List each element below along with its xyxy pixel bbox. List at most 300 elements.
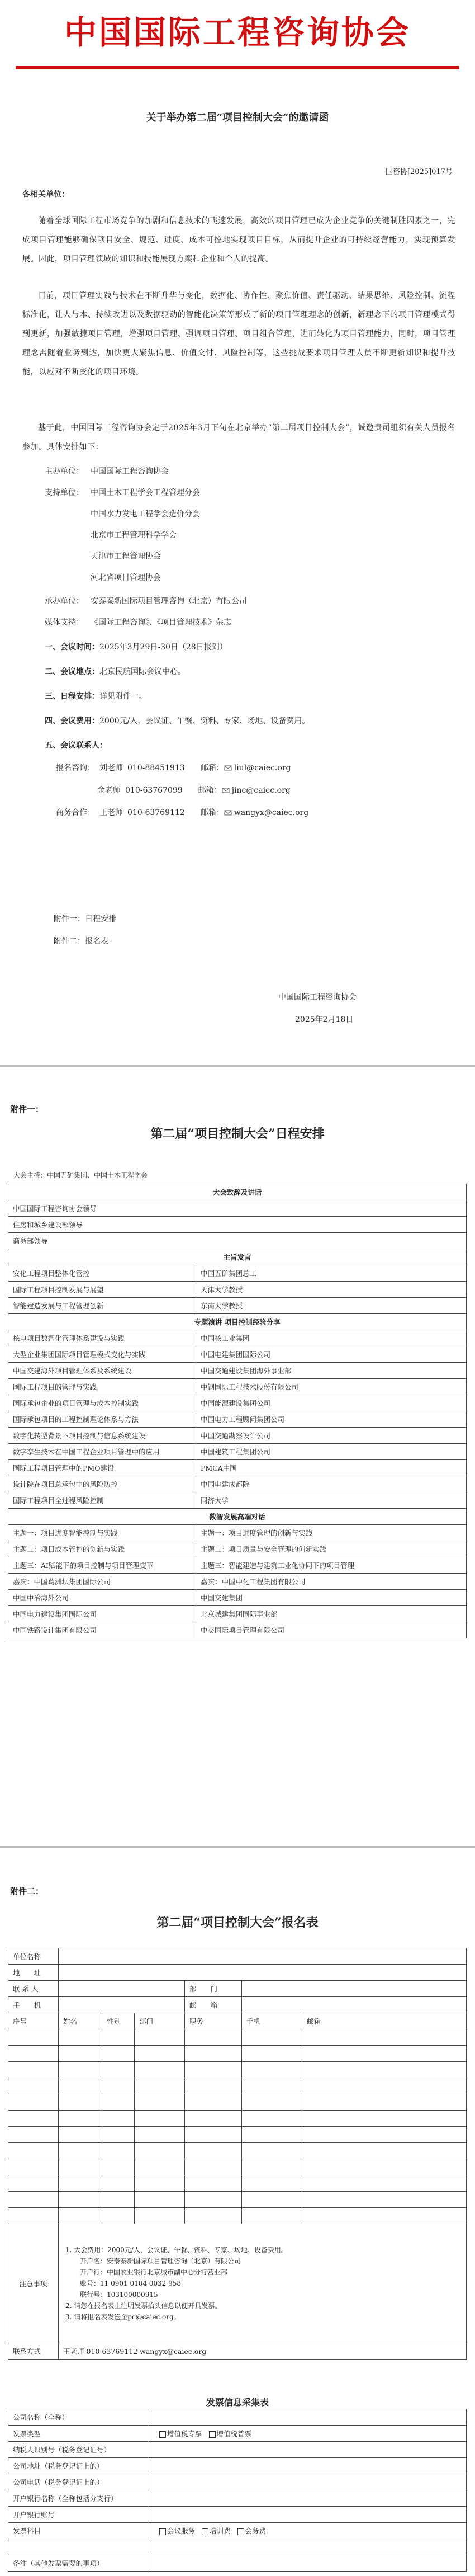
undertaker-row — [45, 593, 247, 610]
form-input[interactable] — [242, 2208, 302, 2224]
schedule-speaker: 天津大学教授 — [196, 1282, 467, 1298]
supporter-item: 中国土木工程学会工程管理分会 — [91, 488, 200, 497]
form-input[interactable] — [8, 2127, 59, 2143]
schedule-topic: 嘉宾：中国葛洲坝集团国际公司 — [8, 1574, 196, 1590]
form-input[interactable] — [135, 2094, 185, 2111]
note-line: 开户行：中国农业银行北京城市副中心分行营业部 — [80, 2268, 228, 2276]
schedule-topic: 国际工程项目管理中的PMO建设 — [8, 1460, 196, 1476]
schedule-topic: 中国电力建设集团国际公司 — [8, 1606, 196, 1622]
attachment2-title: 第二届“项目控制大会”报名表 — [156, 1915, 319, 1930]
media-value: 《国际工程咨询》、《项目管理技术》杂志 — [91, 618, 231, 627]
schedule-row — [8, 1395, 467, 1411]
invoice-row — [8, 2426, 467, 2442]
attachment-item: 附件二：报名表 — [54, 937, 108, 946]
form-input[interactable] — [185, 2143, 242, 2159]
signature-org: 中国国际工程咨询协会 — [278, 993, 357, 1002]
note-line: 2. 请您在报名表上注明发票抬头信息以便开具发票。 — [65, 2302, 222, 2310]
contact-row — [97, 782, 291, 799]
form-input[interactable] — [59, 2094, 102, 2111]
organizer-value: 中国国际工程咨询协会 — [91, 467, 169, 476]
page-divider — [0, 1846, 475, 1848]
supporter-item: 北京市工程管理科学学会 — [91, 531, 177, 540]
form-label: 联 系 人 — [8, 1981, 59, 1997]
invoice-field-label — [8, 2539, 148, 2555]
form-input[interactable] — [59, 2062, 102, 2078]
schedule-row — [8, 1184, 467, 1200]
form-input[interactable] — [302, 2175, 467, 2192]
invoice-row — [8, 2539, 467, 2555]
contact-email[interactable]: liul@caiec.org — [234, 764, 291, 773]
schedule-topic: 中国中冶海外公司 — [8, 1590, 196, 1606]
schedule-topic: 国际承包项目的工程控制理论体系与方法 — [8, 1411, 196, 1428]
contact-row — [56, 804, 308, 821]
letter-title: 关于举办第二届“项目控制大会”的邀请函 — [146, 112, 329, 124]
form-input[interactable] — [242, 2111, 302, 2127]
section-head: 三、日程安排： — [45, 692, 99, 701]
form-input[interactable] — [242, 2159, 302, 2175]
schedule-topic: 核电项目数智化管理体系建设与实践 — [8, 1330, 196, 1346]
form-input[interactable] — [185, 2208, 242, 2224]
undertaker-value: 安泰秦新国际项目管理咨询（北京）有限公司 — [91, 597, 247, 606]
schedule-speaker: 北京城建集团国际事业部 — [196, 1606, 467, 1622]
invoice-field-label: 公司电话（税务登记证上的） — [8, 2474, 148, 2490]
col-header: 性别 — [102, 2013, 135, 2029]
form-input[interactable] — [242, 2175, 302, 2192]
option-checkbox[interactable] — [159, 2528, 166, 2535]
contact-phone: 010-63767099 — [125, 786, 183, 795]
registration-form — [8, 1948, 467, 2360]
form-input[interactable] — [302, 2094, 467, 2111]
invoice-row — [8, 2523, 467, 2539]
contact-value: 王老师 010-63769112 wangyx@caiec.org — [59, 2343, 467, 2360]
form-input[interactable] — [59, 1981, 185, 1997]
note-line: 1. 大会费用：2000元/人，会议证、午餐、资料、专家、场地、设备费用。 — [65, 2246, 288, 2254]
section-head: 二、会议地点： — [45, 667, 99, 676]
schedule-speaker: 同济大学 — [196, 1492, 467, 1509]
attachment2-label: 附件二： — [10, 1886, 44, 1896]
invoice-field-value[interactable] — [148, 2458, 467, 2474]
form-input[interactable] — [242, 1997, 467, 2013]
contact-phone: 010-88451913 — [127, 764, 185, 773]
invoice-field-value[interactable] — [148, 2539, 467, 2555]
form-input[interactable] — [185, 2062, 242, 2078]
form-input[interactable] — [302, 2078, 467, 2094]
schedule-row — [8, 1622, 467, 1638]
supporter-item: 天津市工程管理协会 — [91, 552, 161, 561]
form-input[interactable] — [135, 2208, 185, 2224]
schedule-row — [8, 1265, 467, 1282]
form-input[interactable] — [102, 2062, 135, 2078]
form-input[interactable] — [102, 2192, 135, 2208]
col-header: 序号 — [8, 2013, 59, 2029]
form-input[interactable] — [302, 2159, 467, 2175]
supporter-item: 河北省项目管理协会 — [91, 573, 161, 582]
form-label: 部 门 — [185, 1981, 242, 1997]
form-label: 地 址 — [8, 1965, 59, 1981]
section-contacts — [45, 737, 107, 754]
note-line: 账号：11 0901 0104 0032 958 — [80, 2280, 182, 2287]
schedule-row — [8, 1460, 467, 1476]
attachment-item: 附件一：日程安排 — [54, 915, 116, 924]
schedule-row — [8, 1249, 467, 1265]
form-label: 邮 箱 — [185, 1997, 242, 2013]
form-input[interactable] — [242, 2127, 302, 2143]
media-label: 媒体支持： — [45, 618, 84, 627]
invoice-field-label: 公司名称（全称） — [8, 2409, 148, 2426]
invoice-field-label: 开户银行账号 — [8, 2507, 148, 2523]
schedule-topic: 中国交建海外项目管理体系及系统建设 — [8, 1363, 196, 1379]
schedule-topic: 设计院在项目总承包中的风险防控 — [8, 1476, 196, 1492]
schedule-speaker: 中国核工业集团 — [196, 1330, 467, 1346]
form-input[interactable] — [102, 2208, 135, 2224]
schedule-row — [8, 1525, 467, 1541]
email-label: 邮箱： — [200, 764, 224, 773]
form-input[interactable] — [135, 2046, 185, 2062]
schedule-speaker: 中钢国际工程技术股份有限公司 — [196, 1379, 467, 1395]
form-input[interactable] — [302, 2062, 467, 2078]
form-input[interactable] — [242, 2192, 302, 2208]
schedule-row — [8, 1314, 467, 1330]
schedule-row — [8, 1428, 467, 1444]
form-input[interactable] — [59, 2111, 102, 2127]
schedule-item: 商务部领导 — [8, 1233, 467, 1249]
schedule-speaker: 主题一：项目进度管理的创新与实践 — [196, 1525, 467, 1541]
form-input[interactable] — [59, 2127, 102, 2143]
email-label: 邮箱： — [200, 808, 224, 817]
col-header: 手机 — [242, 2013, 302, 2029]
form-input[interactable] — [59, 2029, 102, 2046]
option-label: 增值税专票 — [167, 2429, 202, 2438]
attachment1-label: 附件一： — [10, 1104, 44, 1114]
form-input[interactable] — [8, 2111, 59, 2127]
schedule-speaker: 东南大学教授 — [196, 1298, 467, 1314]
invoice-field-value[interactable] — [148, 2507, 467, 2523]
undertaker-label: 承办单位： — [45, 597, 84, 606]
invoice-row — [8, 2409, 467, 2426]
schedule-topic: 国际工程项目的管理与实践 — [8, 1379, 196, 1395]
form-input[interactable] — [242, 2078, 302, 2094]
signature-date: 2025年2月18日 — [295, 1015, 354, 1024]
schedule-topic: 数字孪生技术在中国工程企业项目管理中的应用 — [8, 1444, 196, 1460]
form-input[interactable] — [135, 2175, 185, 2192]
contact-phone: 010-63769112 — [127, 808, 185, 817]
option-label: 培训费 — [210, 2527, 231, 2535]
schedule-topic: 主题一：项目进度智能控制与实践 — [8, 1525, 196, 1541]
invoice-table — [8, 2409, 467, 2572]
schedule-row — [8, 1346, 467, 1363]
attachment1-title: 第二届“项目控制大会”日程安排 — [150, 1127, 325, 1141]
form-input[interactable] — [59, 2175, 102, 2192]
schedule-speaker: 中国交通建设集团海外事业部 — [196, 1363, 467, 1379]
schedule-topic: 主题三：AI赋能下的项目控制与项目管理变革 — [8, 1557, 196, 1574]
schedule-topic: 中国铁路设计集团有限公司 — [8, 1622, 196, 1638]
form-input[interactable] — [102, 2143, 135, 2159]
form-input[interactable] — [8, 2175, 59, 2192]
option-checkbox[interactable] — [238, 2528, 244, 2535]
red-rule — [16, 66, 459, 69]
form-input[interactable] — [59, 2046, 102, 2062]
schedule-speaker: 中国电建成都院 — [196, 1476, 467, 1492]
option-label: 会议服务 — [167, 2527, 196, 2535]
invoice-title: 发票信息采集表 — [206, 2397, 269, 2408]
schedule-speaker: 中国电力工程顾问集团公司 — [196, 1411, 467, 1428]
form-input[interactable] — [302, 2143, 467, 2159]
invoice-field-label: 发票类型 — [8, 2426, 148, 2442]
form-label: 手 机 — [8, 1997, 59, 2013]
section-value: 北京民航国际会议中心。 — [99, 667, 186, 676]
invoice-field-value[interactable] — [148, 2555, 467, 2572]
schedule-topic: 大型企业集团国际项目管理模式变化与实践 — [8, 1346, 196, 1363]
invoice-field-value[interactable] — [148, 2442, 467, 2458]
form-input[interactable] — [185, 2046, 242, 2062]
form-input[interactable] — [185, 2175, 242, 2192]
col-header: 姓名 — [59, 2013, 102, 2029]
form-input[interactable] — [102, 2046, 135, 2062]
schedule-row — [8, 1330, 467, 1346]
salutation: 各相关单位： — [22, 190, 69, 199]
form-input[interactable] — [102, 2127, 135, 2143]
option-label: 增值税普票 — [216, 2429, 252, 2438]
schedule-speaker: PMCA中国 — [196, 1460, 467, 1476]
schedule-row — [8, 1476, 467, 1492]
invoice-field-value[interactable] — [148, 2426, 467, 2442]
schedule-topic: 国际承包企业的项目管理与成本控制实践 — [8, 1395, 196, 1411]
schedule-section-header: 主旨发言 — [8, 1249, 467, 1265]
invoice-field-value[interactable] — [148, 2523, 467, 2539]
invoice-field-value[interactable] — [148, 2409, 467, 2426]
form-input[interactable] — [135, 2078, 185, 2094]
form-input[interactable] — [102, 2175, 135, 2192]
schedule-row — [8, 1282, 467, 1298]
option-checkbox[interactable] — [209, 2431, 216, 2438]
schedule-section-header: 专题演讲 项目控制经验分享 — [8, 1314, 467, 1330]
form-input[interactable] — [302, 2111, 467, 2127]
form-input[interactable] — [59, 2078, 102, 2094]
form-input[interactable] — [102, 2078, 135, 2094]
schedule-row — [8, 1411, 467, 1428]
form-input[interactable] — [102, 2094, 135, 2111]
form-input[interactable] — [302, 2029, 467, 2046]
section-value: 详见附件一。 — [99, 692, 146, 701]
form-input[interactable] — [185, 2127, 242, 2143]
col-header: 职务 — [185, 2013, 242, 2029]
section-head: 一、会议时间： — [45, 643, 99, 652]
attachment1-host: 大会主持：中国五矿集团、中国土木工程学会 — [13, 1171, 148, 1179]
section-value: 2000元/人，会议证、午餐、资料、专家、场地、设备费用。 — [99, 717, 310, 726]
schedule-row — [8, 1574, 467, 1590]
contact-name: 刘老师 — [99, 764, 123, 773]
invoice-field-label: 纳税人识别号（税务登记证号） — [8, 2442, 148, 2458]
form-input[interactable] — [135, 2143, 185, 2159]
section-time — [45, 639, 227, 656]
invoice-row — [8, 2474, 467, 2490]
email-label: 邮箱： — [198, 786, 222, 795]
schedule-section-header: 大会致辞及讲话 — [8, 1184, 467, 1200]
email-icon — [224, 764, 232, 772]
form-input[interactable] — [242, 1981, 467, 1997]
form-input[interactable] — [8, 2192, 59, 2208]
schedule-speaker: 中国交建集团 — [196, 1590, 467, 1606]
form-input[interactable] — [8, 2078, 59, 2094]
section-head: 四、会议费用： — [45, 717, 99, 726]
schedule-section-header: 数智发展高端对话 — [8, 1509, 467, 1525]
schedule-item: 住房和城乡建设部领导 — [8, 1217, 467, 1233]
form-input[interactable] — [135, 2029, 185, 2046]
form-input[interactable] — [8, 2029, 59, 2046]
schedule-speaker: 中国电建集团国际公司 — [196, 1346, 467, 1363]
schedule-row — [8, 1492, 467, 1509]
invoice-row — [8, 2458, 467, 2474]
form-input[interactable] — [242, 2029, 302, 2046]
form-input[interactable] — [242, 2094, 302, 2111]
form-input[interactable] — [135, 2111, 185, 2127]
schedule-row — [8, 1509, 467, 1525]
form-input[interactable] — [242, 2143, 302, 2159]
contact-role: 商务合作： — [56, 808, 95, 817]
form-input[interactable] — [185, 2029, 242, 2046]
schedule-speaker: 中国建筑工程集团公司 — [196, 1444, 467, 1460]
contact-row — [56, 760, 291, 776]
form-input[interactable] — [242, 2062, 302, 2078]
schedule-table — [8, 1184, 467, 1638]
section-fee — [45, 713, 310, 729]
note-line: 开户名：安泰秦新国际项目管理咨询（北京）有限公司 — [80, 2257, 241, 2265]
col-header: 邮箱 — [302, 2013, 467, 2029]
schedule-item: 中国国际工程咨询协会领导 — [8, 1200, 467, 1217]
invoice-row — [8, 2507, 467, 2523]
form-input[interactable] — [135, 2062, 185, 2078]
section-schedule — [45, 688, 146, 705]
form-label: 单位名称 — [8, 1948, 59, 1965]
form-input[interactable] — [185, 2159, 242, 2175]
form-input[interactable] — [59, 2208, 102, 2224]
schedule-row — [8, 1590, 467, 1606]
media-row — [45, 614, 231, 631]
form-input[interactable] — [135, 2192, 185, 2208]
schedule-speaker: 中交国际项目管理有限公司 — [196, 1622, 467, 1638]
schedule-row — [8, 1557, 467, 1574]
form-input[interactable] — [185, 2192, 242, 2208]
document-number: 国咨协[2025]017号 — [385, 168, 453, 176]
contact-label: 联系方式 — [8, 2343, 59, 2360]
invoice-field-value[interactable] — [148, 2474, 467, 2490]
page-divider — [0, 1065, 475, 1067]
schedule-row — [8, 1379, 467, 1395]
col-header: 部门 — [135, 2013, 185, 2029]
form-input[interactable] — [8, 2062, 59, 2078]
masthead: 中国国际工程咨询协会 — [64, 13, 411, 51]
form-input[interactable] — [59, 1965, 467, 1981]
form-input[interactable] — [8, 2208, 59, 2224]
supporter-item: 中国水力发电工程学会造价分会 — [91, 510, 200, 519]
organizer-row — [45, 463, 169, 480]
invoice-field-label: 备注（其他发票需要的事项） — [8, 2555, 148, 2572]
schedule-speaker: 嘉宾：中国中化工程集团有限公司 — [196, 1574, 467, 1590]
form-input[interactable] — [8, 2143, 59, 2159]
option-label: 会务费 — [245, 2527, 267, 2535]
section-head: 五、会议联系人： — [45, 741, 107, 750]
paragraph-2: 目前，项目管理实践与技术在不断升华与变化，数据化、协作性、聚焦价值、责任驱动、结果思维、风险控制、流程标准化，让人与本、持续改进以及数据驱动的智能化决策等形成了新的项目管理理念的创新，新理念下的项目管理模式得到更新，加强敏捷项目管理，增强项目管理、强调项目管理、项目组合管理，进而转化为项目管理能力，同时，项目管理理念需随着业务到达，加快更大聚焦信息、价值交付、风险控制等，这些挑战要求项目管理人员不断更新知识和提升技能，以应对不断变化的项目环境。 — [22, 291, 455, 376]
contact-email[interactable]: wangyx@caiec.org — [234, 808, 309, 817]
form-input[interactable] — [302, 2127, 467, 2143]
form-input[interactable] — [185, 2078, 242, 2094]
form-input[interactable] — [242, 2046, 302, 2062]
form-input[interactable] — [102, 2029, 135, 2046]
notes-cell — [59, 2224, 467, 2343]
notes-label: 注意事项 — [8, 2224, 59, 2343]
form-input[interactable] — [59, 2159, 102, 2175]
form-input[interactable] — [102, 2159, 135, 2175]
form-input[interactable] — [8, 2094, 59, 2111]
supporters-row — [45, 484, 200, 501]
form-input[interactable] — [135, 2127, 185, 2143]
form-input[interactable] — [59, 2143, 102, 2159]
form-input[interactable] — [135, 2159, 185, 2175]
schedule-topic: 主题二：项目成本管控的创新与实践 — [8, 1541, 196, 1557]
schedule-row — [8, 1541, 467, 1557]
form-input[interactable] — [8, 2046, 59, 2062]
form-input[interactable] — [302, 2192, 467, 2208]
form-input[interactable] — [59, 1997, 185, 2013]
form-input[interactable] — [302, 2208, 467, 2224]
paragraph-3: 基于此，中国国际工程咨询协会定于2025年3月下旬在北京举办“第二届项目控制大会”，诚邀贵司组织有关人员报名参加。具体安排如下： — [22, 423, 455, 451]
paragraph-1: 随着全球国际工程市场竞争的加剧和信息技术的飞速发展，高效的项目管理已成为企业竞争的关键制胜因素之一，完成项目管理能够确保项目安全、规范、进度、成本可控地实现项目目标，从而提升企业的可持续经营能力，实现预算发展。因此，项目管理领域的知识和技能展现方案和企业和个人的提高。 — [22, 216, 455, 263]
schedule-topic: 国际工程项目全过程风险控制 — [8, 1492, 196, 1509]
schedule-speaker: 中国能源建设集团公司 — [196, 1395, 467, 1411]
invoice-field-value[interactable] — [148, 2490, 467, 2507]
schedule-row — [8, 1217, 467, 1233]
schedule-row — [8, 1606, 467, 1622]
invoice-field-label: 公司地址（税务登记证上的） — [8, 2458, 148, 2474]
schedule-topic: 数字化转型背景下项目控制与信息系统建设 — [8, 1428, 196, 1444]
contact-name: 金老师 — [97, 786, 121, 795]
note-line: 联行号：103100000915 — [80, 2291, 158, 2299]
form-input[interactable] — [185, 2111, 242, 2127]
invoice-field-label: 发票科目 — [8, 2523, 148, 2539]
email-icon — [224, 809, 232, 817]
schedule-topic: 安化工程项目整体化管控 — [8, 1265, 196, 1282]
contact-name: 王老师 — [99, 808, 123, 817]
schedule-topic: 国际工程项目控制发展与展望 — [8, 1282, 196, 1298]
form-input[interactable] — [8, 2159, 59, 2175]
schedule-speaker: 中国交通勘察设计公司 — [196, 1428, 467, 1444]
section-value: 2025年3月29日-30日（28日报到） — [99, 643, 227, 652]
schedule-row — [8, 1233, 467, 1249]
organizer-label: 主办单位： — [45, 467, 84, 476]
schedule-row — [8, 1363, 467, 1379]
schedule-speaker: 主题二：项目质量与安全管理的创新实践 — [196, 1541, 467, 1557]
contact-role: 报名咨询： — [56, 764, 95, 773]
schedule-speaker: 中国五矿集团总工 — [196, 1265, 467, 1282]
invoice-field-label: 开户银行名称（全称包括分支行） — [8, 2490, 148, 2507]
option-checkbox[interactable] — [202, 2528, 208, 2535]
section-venue — [45, 663, 186, 680]
invoice-row — [8, 2555, 467, 2572]
email-icon — [222, 787, 230, 794]
form-input[interactable] — [185, 2094, 242, 2111]
invoice-row — [8, 2490, 467, 2507]
form-input[interactable] — [102, 2111, 135, 2127]
form-input[interactable] — [59, 1948, 467, 1965]
form-input[interactable] — [59, 2192, 102, 2208]
option-checkbox[interactable] — [159, 2431, 166, 2438]
note-line: 3. 请将报名表发送至pc@caiec.org。 — [65, 2313, 180, 2321]
schedule-speaker: 主题三：智能建造与建筑工业化协同下的项目管理 — [196, 1557, 467, 1574]
invoice-row — [8, 2442, 467, 2458]
form-input[interactable] — [302, 2046, 467, 2062]
schedule-topic: 智能建造发展与工程管理创新 — [8, 1298, 196, 1314]
contact-email[interactable]: jinc@caiec.org — [231, 786, 291, 795]
